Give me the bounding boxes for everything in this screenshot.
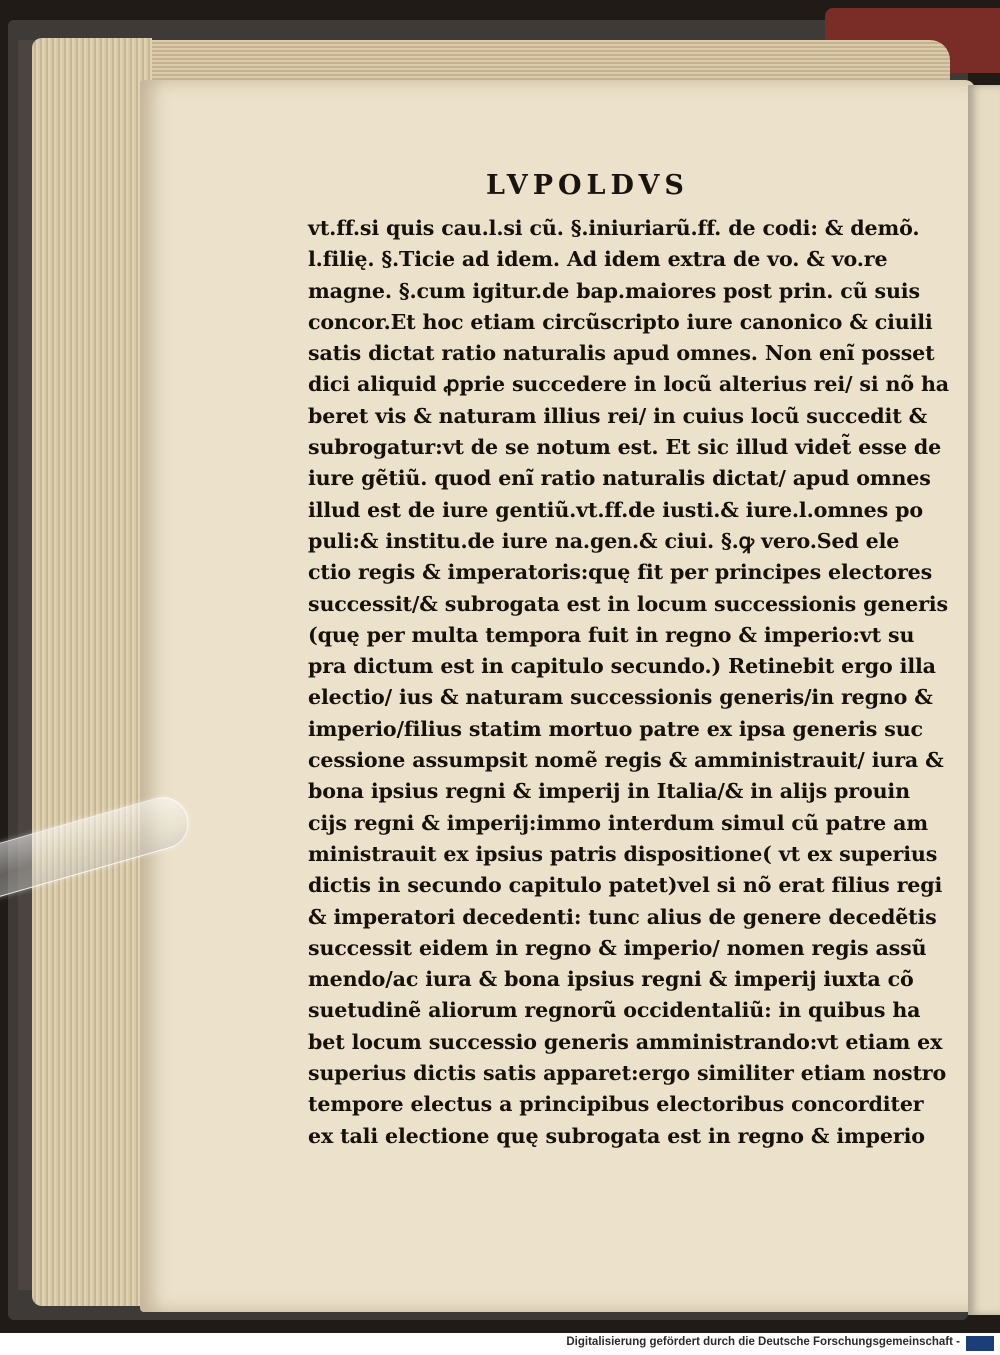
- text-line: cessione assumpsit nomẽ regis & amministrauit/ iura &: [308, 748, 944, 773]
- text-line: successit eidem in regno & imperio/ nomen regis assũ: [308, 935, 927, 960]
- text-line: suetudinẽ aliorum regnorũ occidentaliũ: in quibus ha: [308, 998, 921, 1023]
- footer-bar: [0, 1333, 1000, 1355]
- text-line: tempore electus a principibus electoribus concorditer: [308, 1092, 924, 1117]
- text-line: puli:& institu.de iure na.gen.& ciui. §.ꝙ vero.Sed ele: [308, 528, 900, 553]
- text-line: iure gẽtiũ. quod enĩ ratio naturalis dictat/ apud omnes: [308, 466, 931, 491]
- text-line: pra dictum est in capitulo secundo.) Retinebit ergo illa: [308, 654, 936, 679]
- text-line: superius dictis satis apparet:ergo similiter etiam nostro: [308, 1061, 947, 1086]
- text-line: satis dictat ratio naturalis apud omnes. Non enĩ posset: [308, 341, 935, 366]
- text-line: mendo/ac iura & bona ipsius regni & imperij iuxta cõ: [308, 967, 914, 992]
- text-line: imperio/filius statim mortuo patre ex ipsa generis suc: [308, 716, 923, 741]
- text-line: ministrauit ex ipsius patris dispositione( vt ex superius: [308, 841, 938, 866]
- text-line: electio/ ius & naturam successionis generis/in regno &: [308, 685, 933, 710]
- text-line: subrogatur:vt de se notum est. Et sic illud videt̃ esse de: [308, 435, 942, 460]
- dfg-logo: [966, 1336, 994, 1351]
- text-line: bona ipsius regni & imperij in Italia/& in alijs prouin: [308, 779, 910, 804]
- facing-page: [968, 85, 1000, 1315]
- text-line: successit/& subrogata est in locum successionis generis: [308, 591, 948, 616]
- page-edges-left: [32, 38, 152, 1306]
- text-line: beret vis & naturam illius rei/ in cuius locũ succedit &: [308, 403, 928, 428]
- text-line: dici aliquid ꝓprie succedere in locũ alterius rei/ si nõ ha: [308, 372, 949, 397]
- text-line: illud est de iure gentiũ.vt.ff.de iusti.& iure.l.omnes po: [308, 497, 923, 522]
- text-line: l.filię. §.Ticie ad idem. Ad idem extra de vo. & vo.re: [308, 247, 888, 272]
- text-line: ctio regis & imperatoris:quę fit per principes electores: [308, 560, 933, 585]
- text-line: ex tali electione quę subrogata est in regno & imperio: [308, 1123, 925, 1148]
- text-line: concor.Et hoc etiam circũscripto iure canonico & ciuili: [308, 309, 933, 334]
- text-line: vt.ff.si quis cau.l.si cũ. §.iniuriarũ.ff. de codi: & demõ.: [308, 216, 920, 240]
- text-line: & imperatori decedenti: tunc alius de genere decedẽtis: [308, 904, 937, 929]
- text-line: (quę per multa tempora fuit in regno & imperio:vt su: [308, 622, 915, 647]
- running-header: LVPOLDVS: [486, 170, 689, 201]
- text-block: [308, 213, 949, 1152]
- text-line: magne. §.cum igitur.de bap.maiores post prin. cũ suis: [308, 278, 920, 303]
- text-line: bet locum successio generis amministrando:vt etiam ex: [308, 1029, 943, 1054]
- text-line: dictis in secundo capitulo patet)vel si nõ erat filius regi: [308, 873, 943, 898]
- text-line: cijs regni & imperij:immo interdum simul cũ patre am: [308, 810, 928, 835]
- funding-credit: Digitalisierung gefördert durch die Deutsche Forschungsgemeinschaft -: [566, 1336, 960, 1348]
